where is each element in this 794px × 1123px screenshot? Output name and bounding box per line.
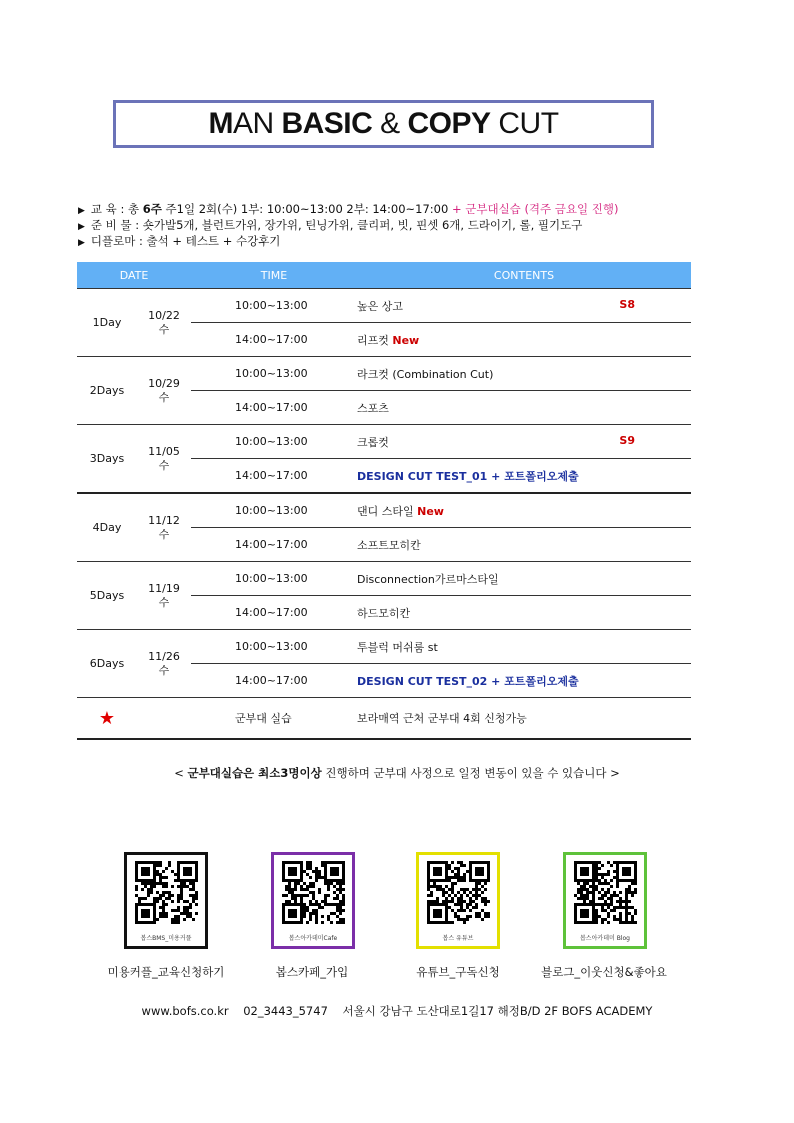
- bullet-icon: ▶: [78, 238, 85, 248]
- day-label: 5Days: [77, 562, 137, 630]
- time-slot: 14:00~17:00: [191, 596, 357, 630]
- table-row-extra: [77, 698, 691, 740]
- info-diploma: ▶ 디플로마 : 출석 + 테스트 + 수강후기: [78, 234, 281, 248]
- time-slot: 10:00~13:00: [191, 425, 357, 459]
- content-cell: 리프컷 New: [357, 323, 691, 357]
- content-cell: DESIGN CUT TEST_01 + 포트폴리오제출: [357, 459, 691, 494]
- table-row: [77, 289, 691, 323]
- day-label: 2Days: [77, 357, 137, 425]
- new-badge: New: [417, 504, 444, 518]
- table-row: [77, 493, 691, 528]
- content-cell: 높은 상고 S8: [357, 289, 691, 323]
- date-label: 11/05 수: [137, 425, 191, 494]
- time-slot: 10:00~13:00: [191, 289, 357, 323]
- table-row: [77, 357, 691, 391]
- date-label: 10/29 수: [137, 357, 191, 425]
- title-box: [113, 100, 654, 148]
- time-slot: 10:00~13:00: [191, 630, 357, 664]
- content-cell: 보라매역 근처 군부대 4회 신청가능: [357, 698, 691, 740]
- content-cell: 라크컷 (Combination Cut): [357, 357, 691, 391]
- qr-caption: 봅스BMS_미용커플: [140, 935, 192, 942]
- date-label: 11/19 수: [137, 562, 191, 630]
- qr-code-icon: [574, 861, 637, 924]
- qr-label-2[interactable]: 봅스카페_가입: [275, 965, 349, 979]
- header-time: TIME: [191, 262, 357, 289]
- content-cell: 투블럭 머쉬룸 st: [357, 630, 691, 664]
- content-cell: 스포츠: [357, 391, 691, 425]
- qr-code-icon: [282, 861, 345, 924]
- new-badge: New: [392, 333, 420, 347]
- content-cell: 크롭컷 S9: [357, 425, 691, 459]
- notice-text: < 군부대실습은 최소3명이상 진행하며 군부대 사정으로 일정 변동이 있을 수 있습니다 >: [174, 766, 620, 780]
- day-label: 4Day: [77, 493, 137, 562]
- time-slot: 14:00~17:00: [191, 391, 357, 425]
- header-date: DATE: [77, 262, 191, 289]
- date-label: 11/12 수: [137, 493, 191, 562]
- qr-code-3[interactable]: [416, 852, 500, 949]
- schedule-table: [77, 262, 691, 740]
- content-cell: 소프트모히칸: [357, 528, 691, 562]
- table-row: [77, 425, 691, 459]
- qr-code-icon: [427, 861, 490, 924]
- table-row: [77, 630, 691, 664]
- qr-caption: 봅스아카데미Cafe: [288, 935, 338, 942]
- qr-label-4[interactable]: 블로그_이웃신청&좋아요: [541, 965, 667, 979]
- content-cell: 하드모히칸: [357, 596, 691, 630]
- date-label: 11/26 수: [137, 630, 191, 698]
- qr-label-1[interactable]: 미용커플_교육신청하기: [107, 965, 225, 979]
- page-title: MAN BASIC & COPY CUT: [208, 107, 559, 140]
- content-cell: Disconnection가르마스타일: [357, 562, 691, 596]
- footer-contact: www.bofs.co.kr 02_3443_5747 서울시 강남구 도산대로1길17 해정B/D 2F BOFS ACADEMY: [141, 1004, 653, 1018]
- header-contents: CONTENTS: [357, 262, 691, 289]
- info-education: ▶ 교 육 : 총 6주 주1일 2회(수) 1부: 10:00~13:00 2부: 14:00~17:00 + 군부대실습 (격주 금요일 진행): [78, 202, 619, 216]
- time-slot: 14:00~17:00: [191, 528, 357, 562]
- star-icon: ★: [77, 698, 137, 740]
- bullet-icon: ▶: [78, 206, 85, 216]
- bullet-icon: ▶: [78, 222, 85, 232]
- qr-caption: 봅스 유튜브: [442, 935, 474, 942]
- qr-code-1[interactable]: [124, 852, 208, 949]
- day-label: 3Days: [77, 425, 137, 494]
- day-label: 6Days: [77, 630, 137, 698]
- qr-label-3[interactable]: 유튜브_구독신청: [416, 965, 500, 979]
- time-slot: 10:00~13:00: [191, 357, 357, 391]
- content-cell: 댄디 스타일 New: [357, 493, 691, 528]
- time-slot: 10:00~13:00: [191, 493, 357, 528]
- time-slot: 10:00~13:00: [191, 562, 357, 596]
- time-slot: 군부대 실습: [191, 698, 357, 740]
- qr-code-2[interactable]: [271, 852, 355, 949]
- qr-caption: 봅스아카데미 Blog: [580, 935, 630, 942]
- info-supplies: ▶ 준 비 물 : 숏가발5개, 블런트가위, 장가위, 틴닝가위, 클리퍼, 빗, 핀셋 6개, 드라이기, 롤, 필기도구: [78, 218, 583, 232]
- table-row: [77, 562, 691, 596]
- time-slot: 14:00~17:00: [191, 323, 357, 357]
- day-label: 1Day: [77, 289, 137, 357]
- time-slot: 14:00~17:00: [191, 664, 357, 698]
- table-header: [77, 262, 691, 289]
- qr-code-4[interactable]: [563, 852, 647, 949]
- date-label: 10/22 수: [137, 289, 191, 357]
- style-code: S9: [619, 433, 635, 447]
- qr-code-icon: [135, 861, 198, 924]
- content-cell: DESIGN CUT TEST_02 + 포트폴리오제출: [357, 664, 691, 698]
- style-code: S8: [619, 297, 635, 311]
- time-slot: 14:00~17:00: [191, 459, 357, 494]
